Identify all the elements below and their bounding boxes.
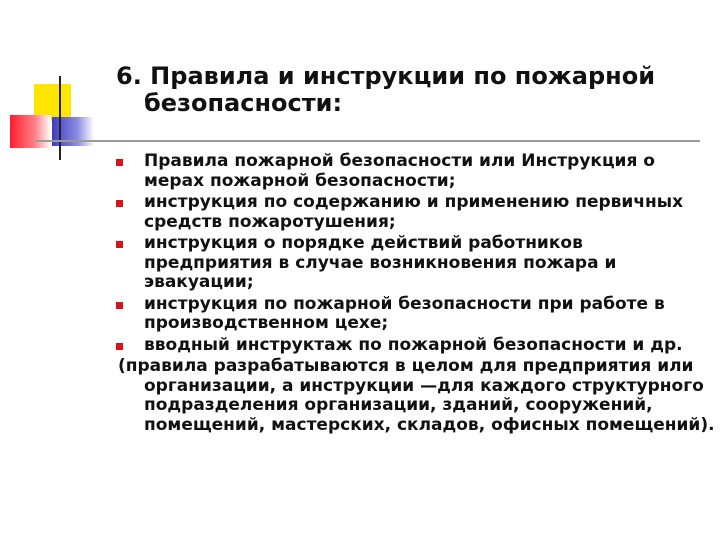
square-bullet-icon — [116, 159, 123, 166]
list-item-text: вводный инструктаж по пожарной безопасности и др. — [144, 334, 683, 355]
list-item-text: инструкция по содержанию и применению первичных средств пожаротушения; — [144, 192, 684, 232]
note-paragraph: (правила разрабатываются в целом для предприятия или организации, а инструкции —для каждого структурного подразделения организации, зданий, сооружений, помещений, мастерских, складов, офисных помещений). — [118, 356, 715, 435]
square-bullet-icon — [116, 241, 123, 248]
square-bullet-icon — [116, 343, 123, 350]
list-item — [116, 193, 716, 232]
slide-content — [116, 152, 716, 435]
list-item-text: инструкция о порядке действий работников предприятия в случае возникновения пожара и эвакуации; — [144, 233, 617, 292]
slide-title: 6. Правила и инструкции по пожарной безопасности: — [116, 62, 656, 117]
list-item — [116, 152, 716, 191]
square-bullet-icon — [116, 200, 123, 207]
square-bullet-icon — [116, 302, 123, 309]
list-item — [116, 234, 716, 293]
title-divider-line — [36, 140, 700, 142]
list-item — [116, 336, 716, 356]
list-item-text: Правила пожарной безопасности или Инструкция о мерах пожарной безопасности; — [144, 151, 655, 191]
decorative-red-square — [10, 115, 51, 148]
list-item-text: инструкция по пожарной безопасности при работе в производственном цехе; — [144, 293, 665, 333]
decorative-vertical-line — [59, 76, 61, 160]
list-item — [116, 295, 716, 334]
